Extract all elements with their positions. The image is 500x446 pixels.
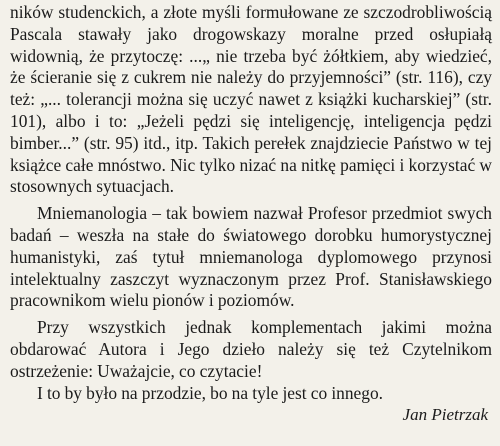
author-signature: Jan Pietrzak — [402, 405, 488, 425]
paragraph-continuation: ników studenckich, a złote myśli formułowane ze szczodrobliwością Pascala stawały jako drogowskazy moralne przed osłupiałą widownią, że przytoczę: ...„ nie trzeba być żółtkiem, aby wiedzieć, że ścieranie się z cukrem nie należy do przyjemności” (str. 116), czy też: „... tolerancji można się uczyć nawet z książki kucharskiej” (str. 101), albo i to: „Jeżeli pędzi się inteligencję, inteligencja pędzi bimber...” (str. 95) itd., itp. Takich perełek znajdziecie Państwo w tej książce całe mnóstwo. Nic tylko nizać na nitkę pamięci i korzystać w stosownych sytuacjach. — [10, 2, 492, 197]
paragraph-mniemanologia: Mniemanologia – tak bowiem nazwał Profesor przedmiot swych badań – weszła na stałe do światowego dorobku humorystycznej humanistyki, zaś tytuł mniemanologa dyplomowego przynosi intelektualny zaszczyt wyznaczonym przez Prof. Stanisławskiego pracownikom wielu pionów i poziomów. — [10, 203, 492, 311]
paragraph-warning: Przy wszystkich jednak komplementach jakimi można obdarować Autora i Jego dzieło należy się też Czytelnikom ostrzeżenie: Uważajcie, co czytacie! — [10, 317, 492, 381]
paragraph-closing: I to by było na przodzie, bo na tyle jest co innego. — [37, 382, 384, 403]
